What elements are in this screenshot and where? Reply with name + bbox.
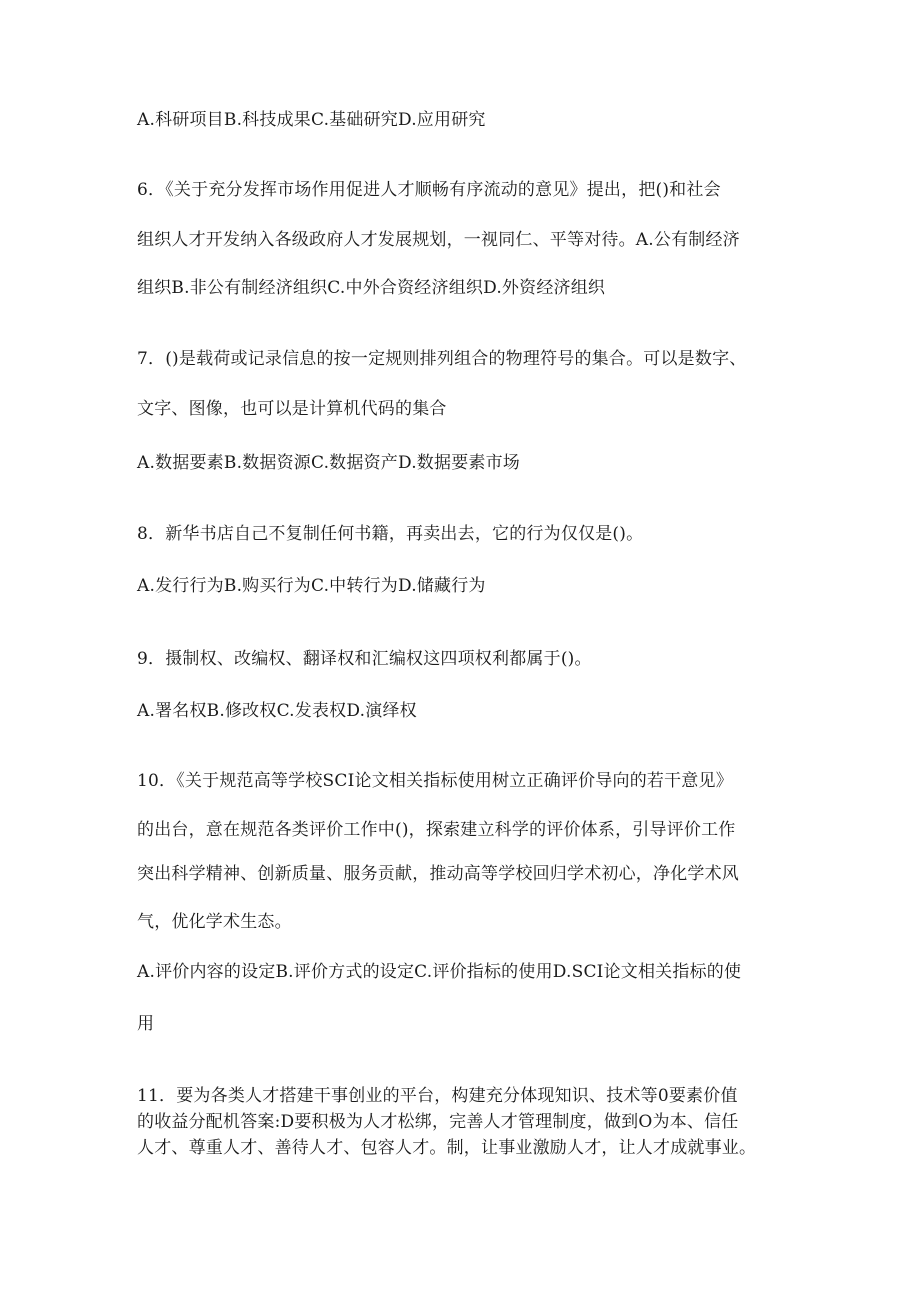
q7-line-1: 7．()是载荷或记录信息的按一定规则排列组合的物理符号的集合。可以是数字、 <box>137 349 747 369</box>
q9-options: A.署名权B.修改权C.发表权D.演绎权 <box>137 701 417 721</box>
q10-options-cont: 用 <box>137 1014 155 1034</box>
q5-options: A.科研项目B.科技成果C.基础研究D.应用研究 <box>137 110 486 130</box>
q11-line-1: 11．要为各类人才搭建干事创业的平台，构建充分体现知识、技术等0要素价值 <box>137 1086 738 1106</box>
q6-line-1: 6．《关于充分发挥市场作用促进人才顺畅有序流动的意见》提出，把()和社会 <box>137 180 721 200</box>
q8-options: A.发行行为B.购买行为C.中转行为D.储藏行为 <box>137 576 486 596</box>
q10-line-2: 的出台，意在规范各类评价工作中()，探索建立科学的评价体系，引导评价工作 <box>137 820 736 840</box>
q11-line-3: 人才、尊重人才、善待人才、包容人才。制，让事业激励人才，让人才成就事业。 <box>137 1138 757 1158</box>
q8-question: 8．新华书店自己不复制任何书籍，再卖出去，它的行为仅仅是()。 <box>137 524 644 544</box>
q7-line-2: 文字、图像，也可以是计算机代码的集合 <box>137 399 447 419</box>
q10-line-3: 突出科学精神、创新质量、服务贡献，推动高等学校回归学术初心，净化学术风 <box>137 864 739 884</box>
q11-line-2: 的收益分配机答案:D要积极为人才松绑，完善人才管理制度，做到O为本、信任 <box>137 1112 739 1132</box>
q6-line-2: 组织人才开发纳入各级政府人才发展规划，一视同仁、平等对待。A.公有制经济 <box>137 230 740 250</box>
q10-options: A.评价内容的设定B.评价方式的设定C.评价指标的使用D.SCI论文相关指标的使 <box>137 962 742 982</box>
q10-line-4: 气，优化学术生态。 <box>137 912 292 932</box>
q7-options: A.数据要素B.数据资源C.数据资产D.数据要素市场 <box>137 453 521 473</box>
q10-line-1: 10．《关于规范高等学校SCI论文相关指标使用树立正确评价导向的若干意见》 <box>137 771 733 791</box>
q6-line-3: 组织B.非公有制经济组织C.中外合资经济组织D.外资经济组织 <box>137 278 606 298</box>
q9-question: 9．摄制权、改编权、翻译权和汇编权这四项权利都属于()。 <box>137 649 592 669</box>
